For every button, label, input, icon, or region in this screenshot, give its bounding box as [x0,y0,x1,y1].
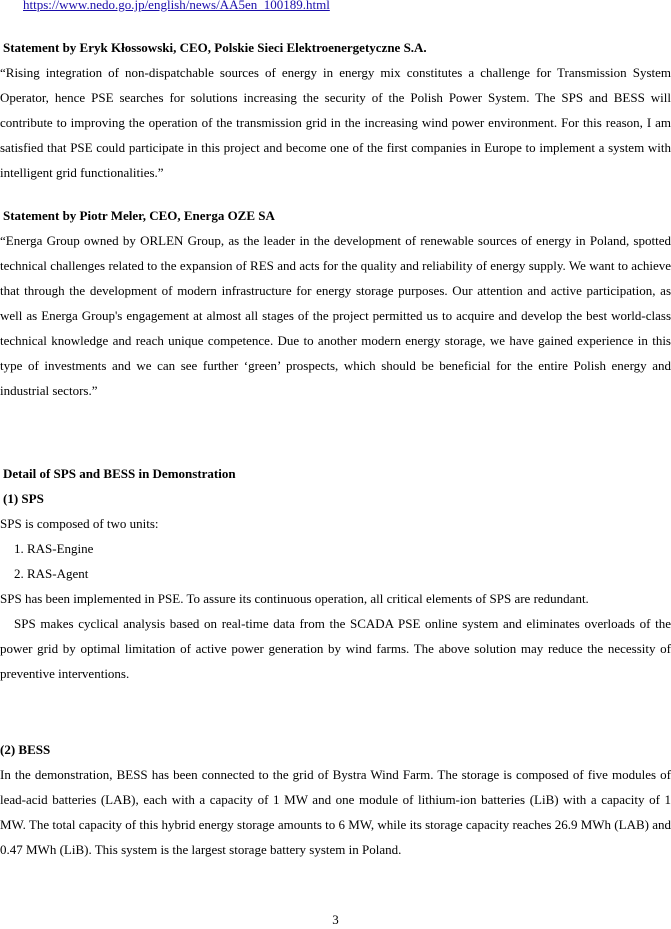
detail-section [0,461,671,686]
sps-heading: (1) SPS [3,491,44,506]
detail-heading: Detail of SPS and BESS in Demonstration [3,466,236,481]
statement-meler-body: “Energa Group owned by ORLEN Group, as the leader in the development of renewable sources of energy in Poland, spotted technical challenges related to the expansion of RES and acts for the quality and reliability of energy supply. We want to achieve that through the development of modern infrastructure for energy storage purposes. Our attention and active participation, as well as Energa Group's engagement at almost all stages of the project permitted us to acquire and develop the best world-class technical knowledge and reach unique competence. Due to another modern energy storage, we have gained experience in this type of investments and we can see further ‘green’ prospects, which should be beneficial for the entire Polish energy and industrial sectors.” [0,233,671,398]
bess-heading: (2) BESS [0,742,51,757]
statement-meler [0,203,671,403]
statement-kłossowski [0,35,671,185]
nedo-news-link[interactable]: https://www.nedo.go.jp/english/news/AA5en_100189.html [23,0,330,12]
statement-kłossowski-heading: Statement by Eryk Kłossowski, CEO, Polskie Sieci Elektroenergetyczne S.A. [3,40,427,55]
statement-meler-heading: Statement by Piotr Meler, CEO, Energa OZE SA [3,208,275,223]
sps-paragraph-1: SPS has been implemented in PSE. To assure its continuous operation, all critical elements of SPS are redundant. [0,591,589,606]
bess-paragraph: In the demonstration, BESS has been connected to the grid of Bystra Wind Farm. The storage is composed of five modules of lead-acid batteries (LAB), each with a capacity of 1 MW and one module of lithium-ion batteries (LiB) with a capacity of 1 MW. The total capacity of this hybrid energy storage amounts to 6 MW, while its storage capacity reaches 26.9 MWh (LAB) and 0.47 MWh (LiB). This system is the largest storage battery system in Poland. [0,767,671,857]
page-number: 3 [332,912,339,927]
sps-unit-2: 2. RAS-Agent [14,566,89,581]
sps-unit-1: 1. RAS-Engine [14,541,94,556]
sps-paragraph-2: SPS makes cyclical analysis based on real-time data from the SCADA PSE online system and eliminates overloads of the power grid by optimal limitation of active power generation by wind farms. The above solution may reduce the necessity of preventive interventions. [0,616,671,681]
statement-kłossowski-body: “Rising integration of non-dispatchable sources of energy in energy mix constitutes a challenge for Transmission System Operator, hence PSE searches for solutions increasing the security of the Polish Power System. The SPS and BESS will contribute to improving the operation of the transmission grid in the increasing wind power environment. For this reason, I am satisfied that PSE could participate in this project and become one of the first companies in Europe to implement a system with intelligent grid functionalities.” [0,65,671,180]
bess-section [0,737,671,862]
sps-intro: SPS is composed of two units: [0,516,159,531]
